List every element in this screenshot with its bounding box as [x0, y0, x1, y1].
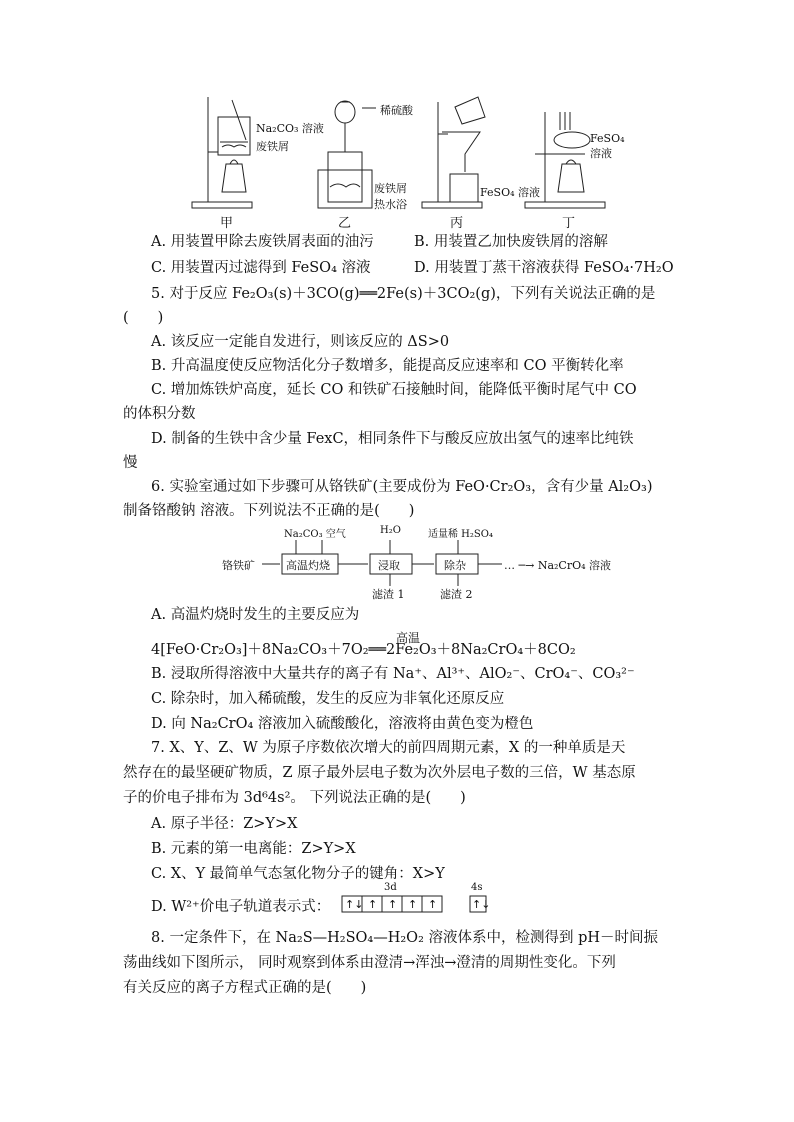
- q5-option-d-line2: 慢: [123, 455, 138, 471]
- q5-option-c-line2: 的体积分数: [123, 406, 196, 422]
- q4-option-b: B. 用装置乙加快废铁屑的溶解: [414, 234, 608, 250]
- q8-stem-line3: 有关反应的离子方程式正确的是( ): [123, 980, 367, 996]
- q7-stem-line1: 7. X、Y、Z、W 为原子序数依次增大的前四周期元素，X 的一种单质是天: [151, 740, 626, 756]
- flow-end: … ─→ Na₂CrO₄ 溶液: [504, 559, 612, 572]
- q5-stem-line1: 5. 对于反应 Fe₂O₃(s)＋3CO(g)══2Fe(s)＋3CO₂(g)，下列有关说法正确的是: [151, 286, 656, 302]
- svg-text:↑: ↑: [408, 898, 418, 911]
- apparatus-figure: [180, 92, 625, 231]
- flow-box-2: 浸取: [378, 559, 400, 572]
- flow-output-2: 滤渣 1: [372, 588, 405, 601]
- label-jia: 甲: [220, 216, 234, 231]
- orbital-3d-label: 3d: [384, 882, 397, 893]
- apparatus-yi: [318, 101, 376, 208]
- q7-option-a: A. 原子半径：Z>Y>X: [151, 816, 298, 832]
- q7-stem-line2: 然存在的最坚硬矿物质，Z 原子最外层电子数为次外层电子数的三倍，W 基态原: [123, 765, 636, 781]
- q5-stem-line2: ( ): [123, 310, 164, 326]
- label-feso4-bing: FeSO₄ 溶液: [480, 186, 541, 199]
- flow-output-3: 滤渣 2: [440, 588, 473, 601]
- label-dilute-h2so4: 稀硫酸: [380, 104, 413, 117]
- q5-option-a: A. 该反应一定能自发进行，则该反应的 ΔS>0: [151, 334, 450, 350]
- q7-option-b: B. 元素的第一电离能：Z>Y>X: [151, 841, 356, 857]
- flow-start: 铬铁矿: [222, 559, 255, 572]
- q6-stem-line2: 制备铬酸钠 溶液。下列说法不正确的是( ): [123, 503, 415, 519]
- orbital-boxes: [340, 884, 490, 918]
- flow-box-3: 除杂: [444, 559, 466, 572]
- q6-option-a-line2: 4[FeO·Cr₂O₃]＋8Na₂CO₃＋7O₂══2Fe₂O₃＋8Na₂CrO₄＋8CO₂: [151, 642, 576, 658]
- svg-text:↑↓: ↑↓: [345, 898, 364, 911]
- q6-option-a-condition: 高温: [396, 631, 421, 645]
- flow-input-2: H₂O: [380, 525, 401, 536]
- apparatus-bing: [422, 97, 485, 208]
- q8-stem-line2: 荡曲线如下图所示， 同时观察到体系由澄清→浑浊→澄清的周期性变化。下列: [123, 955, 616, 971]
- label-hot-water: 热水浴: [374, 198, 407, 211]
- q6-stem-line1: 6. 实验室通过如下步骤可从铬铁矿(主要成份为 FeO·Cr₂O₃，含有少量 Al₂O₃): [151, 479, 653, 495]
- flow-box-1: 高温灼烧: [286, 559, 330, 572]
- label-feso4-ding: FeSO₄ 溶液: [590, 132, 625, 160]
- orbital-diagram: [340, 884, 490, 918]
- q6-option-b: B. 浸取所得溶液中大量共存的离子有 Na⁺、Al³⁺、AlO₂⁻、CrO₄⁻、CO₃²⁻: [151, 666, 635, 682]
- label-na2co3: Na₂CO₃ 溶液: [256, 122, 324, 135]
- label-bing: 丙: [450, 216, 464, 231]
- q6-option-a-line1: A. 高温灼烧时发生的主要反应为: [151, 607, 360, 623]
- q5-option-d-line1: D. 制备的生铁中含少量 FexC，相同条件下与酸反应放出氢气的速率比纯铁: [151, 431, 634, 447]
- q6-option-c: C. 除杂时，加入稀硫酸，发生的反应为非氧化还原反应: [151, 691, 505, 707]
- q7-option-c: C. X、Y 最简单气态氢化物分子的键角：X>Y: [151, 866, 445, 882]
- label-waste-iron-2: 废铁屑: [374, 182, 407, 195]
- label-waste-iron: 废铁屑: [256, 140, 289, 153]
- q6-option-d: D. 向 Na₂CrO₄ 溶液加入硫酸酸化，溶液将由黄色变为橙色: [151, 716, 534, 732]
- svg-text:↑: ↑: [388, 898, 398, 911]
- apparatus-jia: [192, 97, 252, 208]
- q5-option-c-line1: C. 增加炼铁炉高度，延长 CO 和铁矿石接触时间，能降低平衡时尾气中 CO: [151, 382, 637, 398]
- q4-option-d: D. 用装置丁蒸干溶液获得 FeSO₄·7H₂O: [414, 260, 674, 276]
- svg-text:↑↓: ↑↓: [472, 898, 490, 911]
- q5-option-b: B. 升高温度使反应物活化分子数增多，能提高反应速率和 CO 平衡转化率: [151, 358, 624, 374]
- q4-option-a: A. 用装置甲除去废铁屑表面的油污: [151, 234, 374, 250]
- q6-flow-chart: [222, 522, 612, 602]
- svg-text:↑: ↑: [428, 898, 438, 911]
- flow-input-3: 适量稀 H₂SO₄: [428, 529, 493, 540]
- label-yi: 乙: [338, 216, 352, 231]
- q4-option-c: C. 用装置丙过滤得到 FeSO₄ 溶液: [151, 260, 371, 276]
- orbital-4s-label: 4s: [471, 882, 483, 893]
- label-ding: 丁: [562, 216, 576, 231]
- q7-stem-line3: 子的价电子排布为 3d⁶4s²。 下列说法正确的是( ): [123, 790, 466, 806]
- q8-stem-line1: 8. 一定条件下，在 Na₂S—H₂SO₄—H₂O₂ 溶液体系中，检测得到 pH－时间振: [151, 930, 659, 946]
- q7-option-d: D. W²⁺价电子轨道表示式：: [151, 899, 331, 915]
- flow-input-1: Na₂CO₃ 空气: [284, 529, 346, 540]
- svg-text:↑: ↑: [368, 898, 378, 911]
